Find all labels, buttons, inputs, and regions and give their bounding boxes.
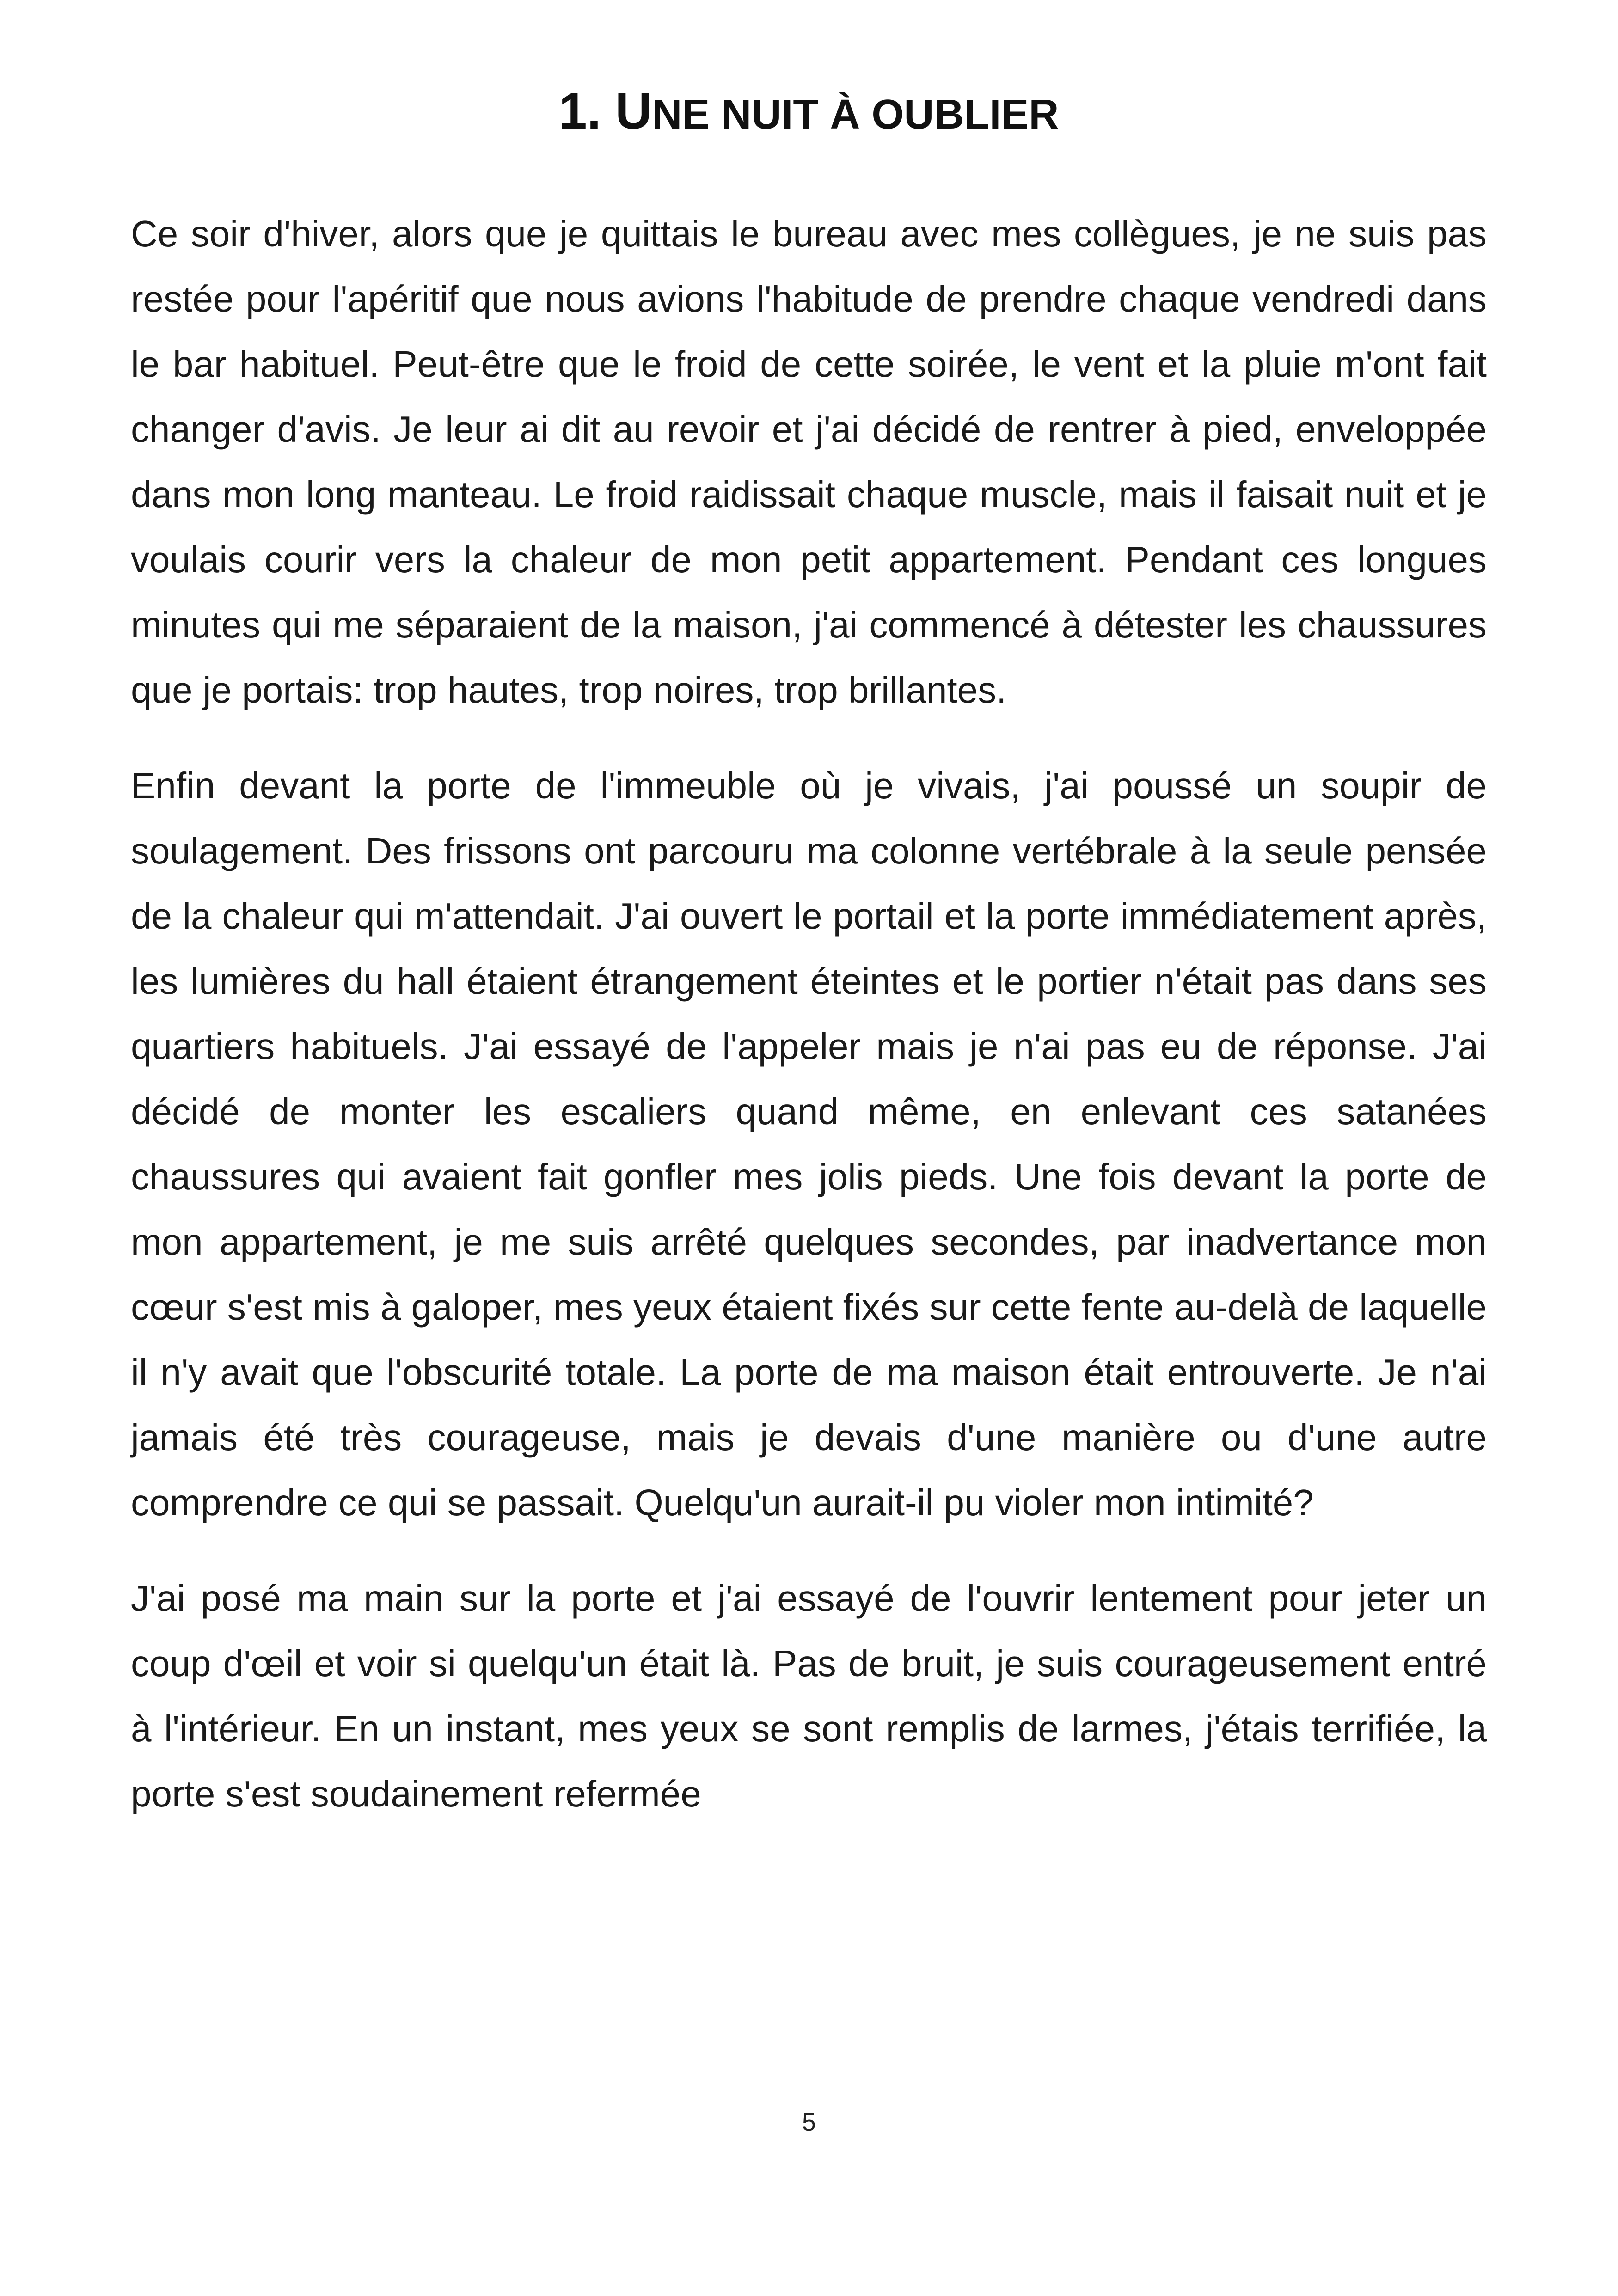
- page-number: 5: [802, 2108, 816, 2136]
- chapter-number: 1.: [558, 83, 601, 140]
- chapter-title: [131, 81, 1487, 142]
- chapter-title-rest: NE NUIT À OUBLIER: [652, 92, 1059, 138]
- paragraph-1: Ce soir d'hiver, alors que je quittais le bureau avec mes collègues, je ne suis pas restée pour l'apéritif que nous avions l'habitude de prendre chaque vendredi dans le bar habituel. Peut-être que le froid de cette soirée, le vent et la pluie m'ont fait changer d'avis. Je leur ai dit au revoir et j'ai décidé de rentrer à pied, enveloppée dans mon long manteau. Le froid raidissait chaque muscle, mais il faisait nuit et je voulais courir vers la chaleur de mon petit appartement. Pendant ces longues minutes qui me séparaient de la maison, j'ai commencé à détester les chaussures que je portais: trop hautes, trop noires, trop brillantes.: [131, 213, 1487, 710]
- paragraph-2: Enfin devant la porte de l'immeuble où je vivais, j'ai poussé un soupir de soulagement. Des frissons ont parcouru ma colonne vertébrale à la seule pensée de la chaleur qui m'attendait. J'ai ouvert le portail et la porte immédiatement après, les lumières du hall étaient étrangement éteintes et le portier n'était pas dans ses quartiers habituels. J'ai essayé de l'appeler mais je n'ai pas eu de réponse. J'ai décidé de monter les escaliers quand même, en enlevant ces satanées chaussures qui avaient fait gonfler mes jolis pieds. Une fois devant la porte de mon appartement, je me suis arrêté quelques secondes, par inadvertance mon cœur s'est mis à galoper, mes yeux étaient fixés sur cette fente au-delà de laquelle il n'y avait que l'obscurité totale. La porte de ma maison était entrouverte. Je n'ai jamais été très courageuse, mais je devais d'une manière ou d'une autre comprendre ce qui se passait. Quelqu'un aurait-il pu violer mon intimité?: [131, 765, 1487, 1523]
- chapter-title-initial: U: [615, 83, 652, 140]
- paragraph-3: J'ai posé ma main sur la porte et j'ai essayé de l'ouvrir lentement pour jeter un coup d'œil et voir si quelqu'un était là. Pas de bruit, je suis courageusement entré à l'intérieur. En un instant, mes yeux se sont remplis de larmes, j'étais terrifiée, la porte s'est soudainement refermée: [131, 1578, 1487, 1814]
- chapter-body: [131, 201, 1487, 1857]
